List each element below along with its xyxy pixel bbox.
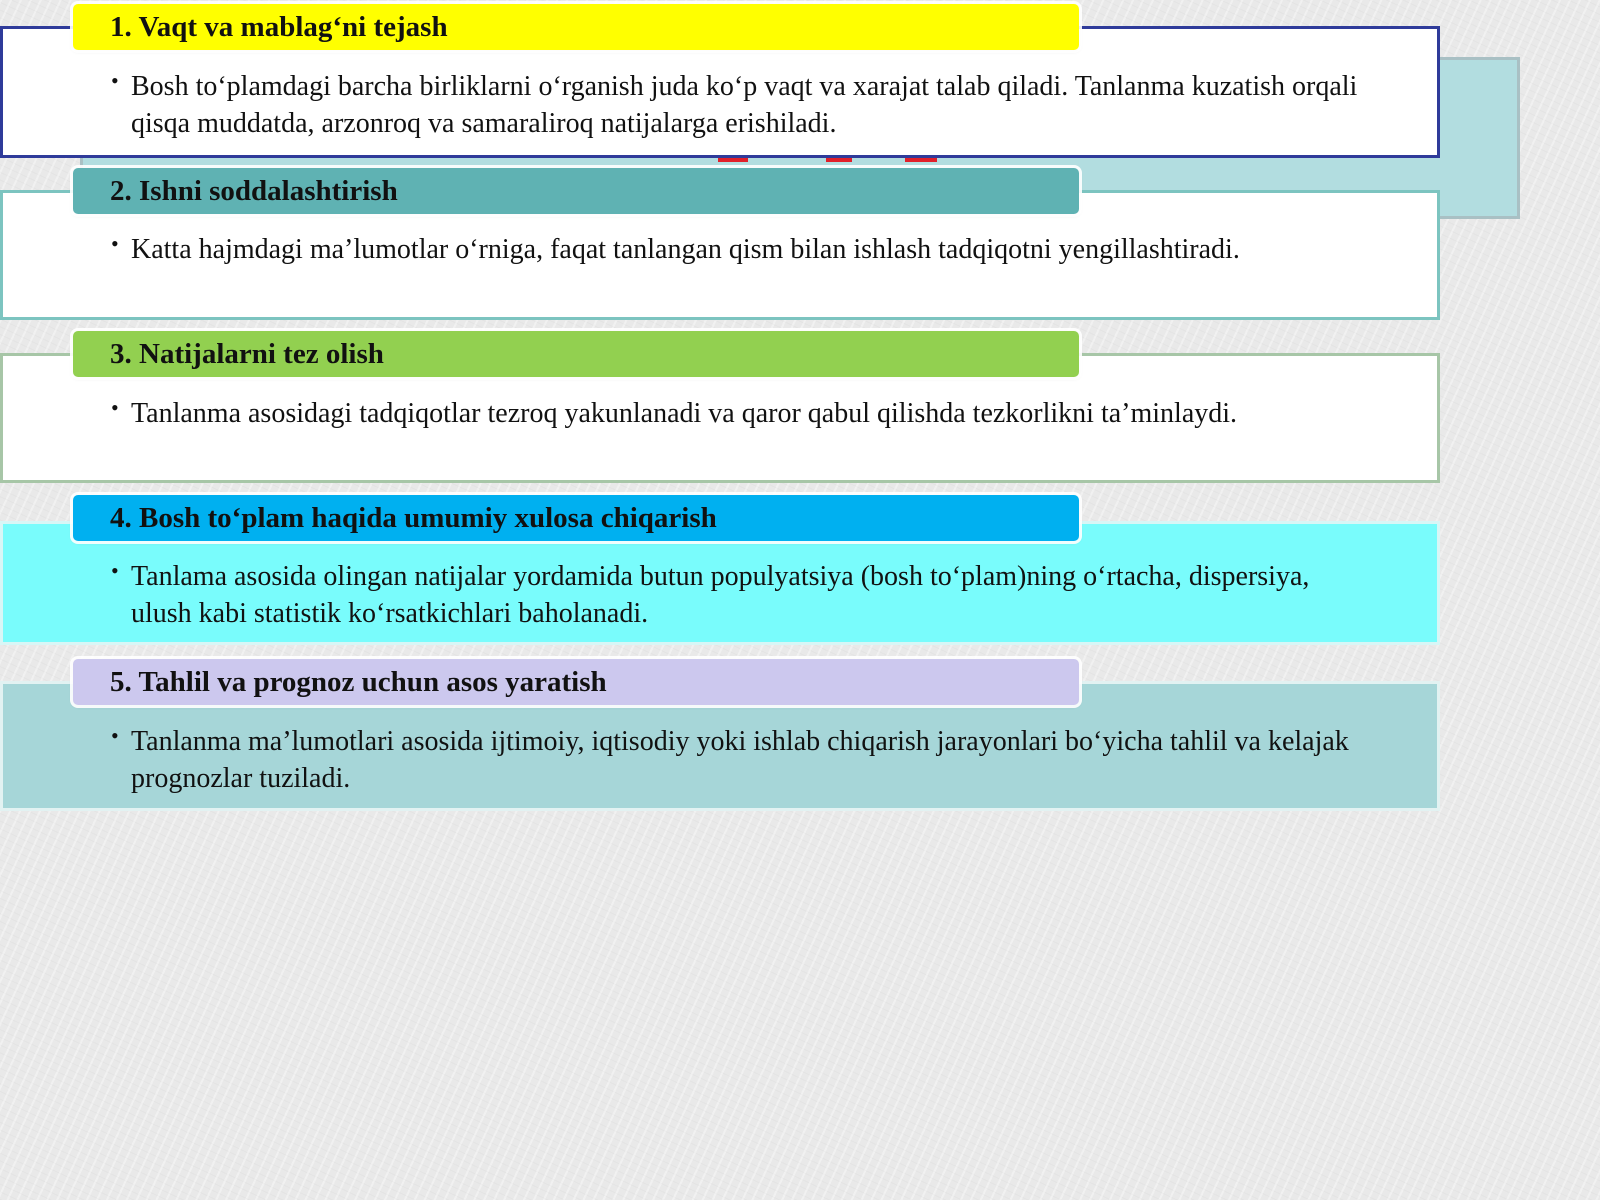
bullet-item [111, 723, 1371, 797]
section-heading: 5. Tahlil va prognoz uchun asos yaratish [73, 659, 1079, 705]
bullet-marker: • [111, 395, 119, 420]
section-heading: 2. Ishni soddalashtirish [73, 168, 1079, 214]
bullet-item [111, 68, 1371, 142]
bullet-text: Bosh to‘plamdagi barcha birliklarni o‘rganish juda ko‘p vaqt va xarajat talab qiladi. Tanlanma kuzatish orqali qisqa muddatda, arzonroq va samaraliroq natijalarga erishiladi. [131, 71, 1358, 139]
bullet-marker: • [111, 723, 119, 748]
bullet-text: Tanlanma ma’lumotlari asosida ijtimoiy, iqtisodiy yoki ishlab chiqarish jarayonlari bo‘yicha tahlil va kelajak prognozlar tuziladi. [131, 726, 1349, 794]
section-heading: 1. Vaqt va mablag‘ni tejash [73, 4, 1079, 50]
bullet-item [111, 231, 1371, 268]
bullet-item [111, 558, 1371, 632]
section-heading: 4. Bosh to‘plam haqida umumiy xulosa chiqarish [73, 495, 1079, 541]
bullet-marker: • [111, 558, 119, 583]
bullet-marker: • [111, 68, 119, 93]
bullet-marker: • [111, 231, 119, 256]
section-heading: 3. Natijalarni tez olish [73, 331, 1079, 377]
bullet-item [111, 395, 1371, 432]
bullet-text: Tanlama asosida olingan natijalar yordamida butun populyatsiya (bosh to‘plam)ning o‘rtacha, dispersiya, ulush kabi statistik ko‘rsatkichlari baholanadi. [131, 561, 1310, 629]
bullet-text: Katta hajmdagi ma’lumotlar o‘rniga, faqat tanlangan qism bilan ishlash tadqiqotni yengillashtiradi. [131, 234, 1240, 265]
bullet-text: Tanlanma asosidagi tadqiqotlar tezroq yakunlanadi va qaror qabul qilishda tezkorlikni ta’minlaydi. [131, 398, 1238, 429]
